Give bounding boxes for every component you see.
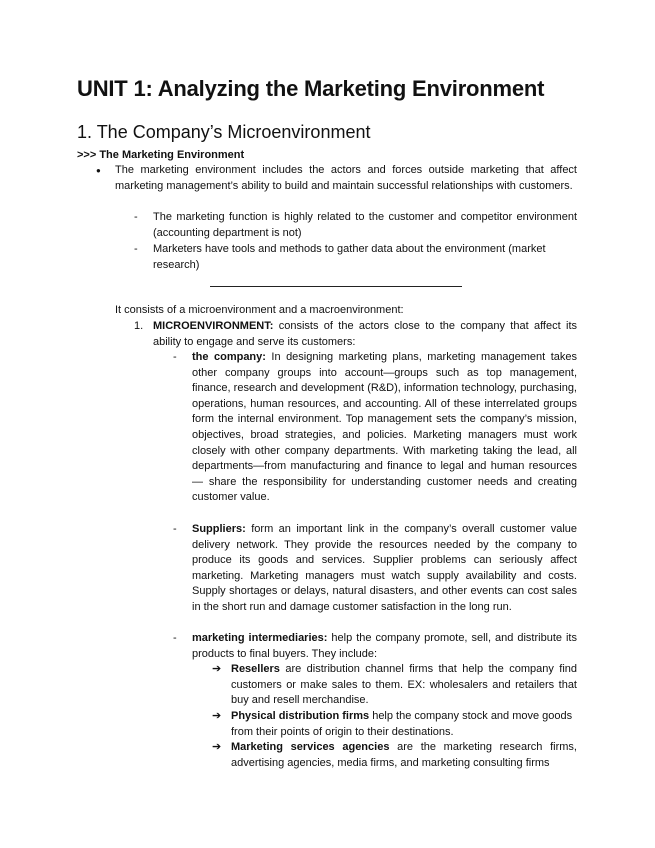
- microenvironment-definition: consists of the actors close to the company that affect its ability to engage and serve its customers:: [153, 320, 577, 348]
- term-microenvironment: MICROENVIRONMENT:: [153, 320, 274, 332]
- intermediary-description: help the company stock and move goods from their points of origin to their destinations.: [231, 710, 573, 738]
- dash-point-text: The marketing function is highly related to the customer and competitor environment (accounting department is not): [153, 211, 577, 239]
- arrow-icon: ➔: [212, 741, 222, 753]
- list-number: 1.: [134, 320, 144, 332]
- page-title: UNIT 1: Analyzing the Marketing Environment: [77, 76, 545, 101]
- sub-heading: >>> The Marketing Environment: [77, 149, 245, 161]
- bullet-icon: ●: [96, 166, 101, 175]
- actor-suppliers: [192, 522, 577, 616]
- numbered-item-text: [153, 319, 577, 350]
- intermediary-term: Resellers: [231, 663, 280, 675]
- actor-intermediaries: [192, 631, 577, 662]
- actor-term: marketing intermediaries:: [192, 632, 328, 644]
- dash-marker: -: [173, 351, 177, 363]
- arrow-icon: ➔: [212, 710, 222, 722]
- dash-marker: -: [173, 632, 177, 644]
- intermediary-description: are the marketing research firms, advertising agencies, media firms, and marketing consulting firms: [231, 741, 577, 769]
- intermediary-term: Physical distribution firms: [231, 710, 370, 722]
- dash-point-text: Marketers have tools and methods to gather data about the environment (market research): [153, 243, 546, 271]
- actor-description: form an important link in the company’s overall customer value delivery network. They provide the resources needed by the company to produce its goods and services. Supplier problems can seriously affect marketing. Marketing managers must watch supply availability and costs. Supply shortages or delays, natural disasters, and other events can cost sales in the short run and damage customer satisfaction in the long run.: [192, 523, 577, 613]
- arrow-icon: ➔: [212, 663, 222, 675]
- intermediary-resellers: [231, 662, 577, 709]
- actor-term: the company:: [192, 351, 266, 363]
- intermediary-term: Marketing services agencies: [231, 741, 390, 753]
- intermediary-description: are distribution channel firms that help the company find customers or make sales to them. EX: wholesalers and retailers that buy and resell merchandise.: [231, 663, 577, 707]
- dash-marker: -: [173, 523, 177, 535]
- bullet-text: The marketing environment includes the actors and forces outside marketing that affect marketing management’s ability to build and maintain successful relationships with customers.: [115, 164, 577, 192]
- section-heading: 1. The Company’s Microenvironment: [77, 122, 371, 142]
- intro-line: It consists of a microenvironment and a macroenvironment:: [115, 304, 404, 316]
- dash-marker: -: [134, 243, 138, 255]
- intermediary-physical-distribution: [231, 709, 577, 740]
- intermediary-marketing-services: [231, 740, 577, 771]
- actor-description: In designing marketing plans, marketing management takes other company groups into account—groups such as top management, finance, research and development (R&D), information technology, purchasing, operations, human resources, and accounting. All of these interrelated groups form the internal environment. Top management sets the company’s mission, objectives, broad strategies, and policies. Marketing managers must work closely with other company departments. With marketing taking the lead, all departments—from manufacturing and finance to legal and human resources— share the responsibility for understanding customer needs and creating customer value.: [192, 351, 577, 504]
- actor-description: help the company promote, sell, and distribute its products to final buyers. They include:: [192, 632, 577, 660]
- actor-term: Suppliers:: [192, 523, 246, 535]
- actor-company: [192, 350, 577, 506]
- horizontal-divider: [210, 286, 462, 287]
- dash-marker: -: [134, 211, 138, 223]
